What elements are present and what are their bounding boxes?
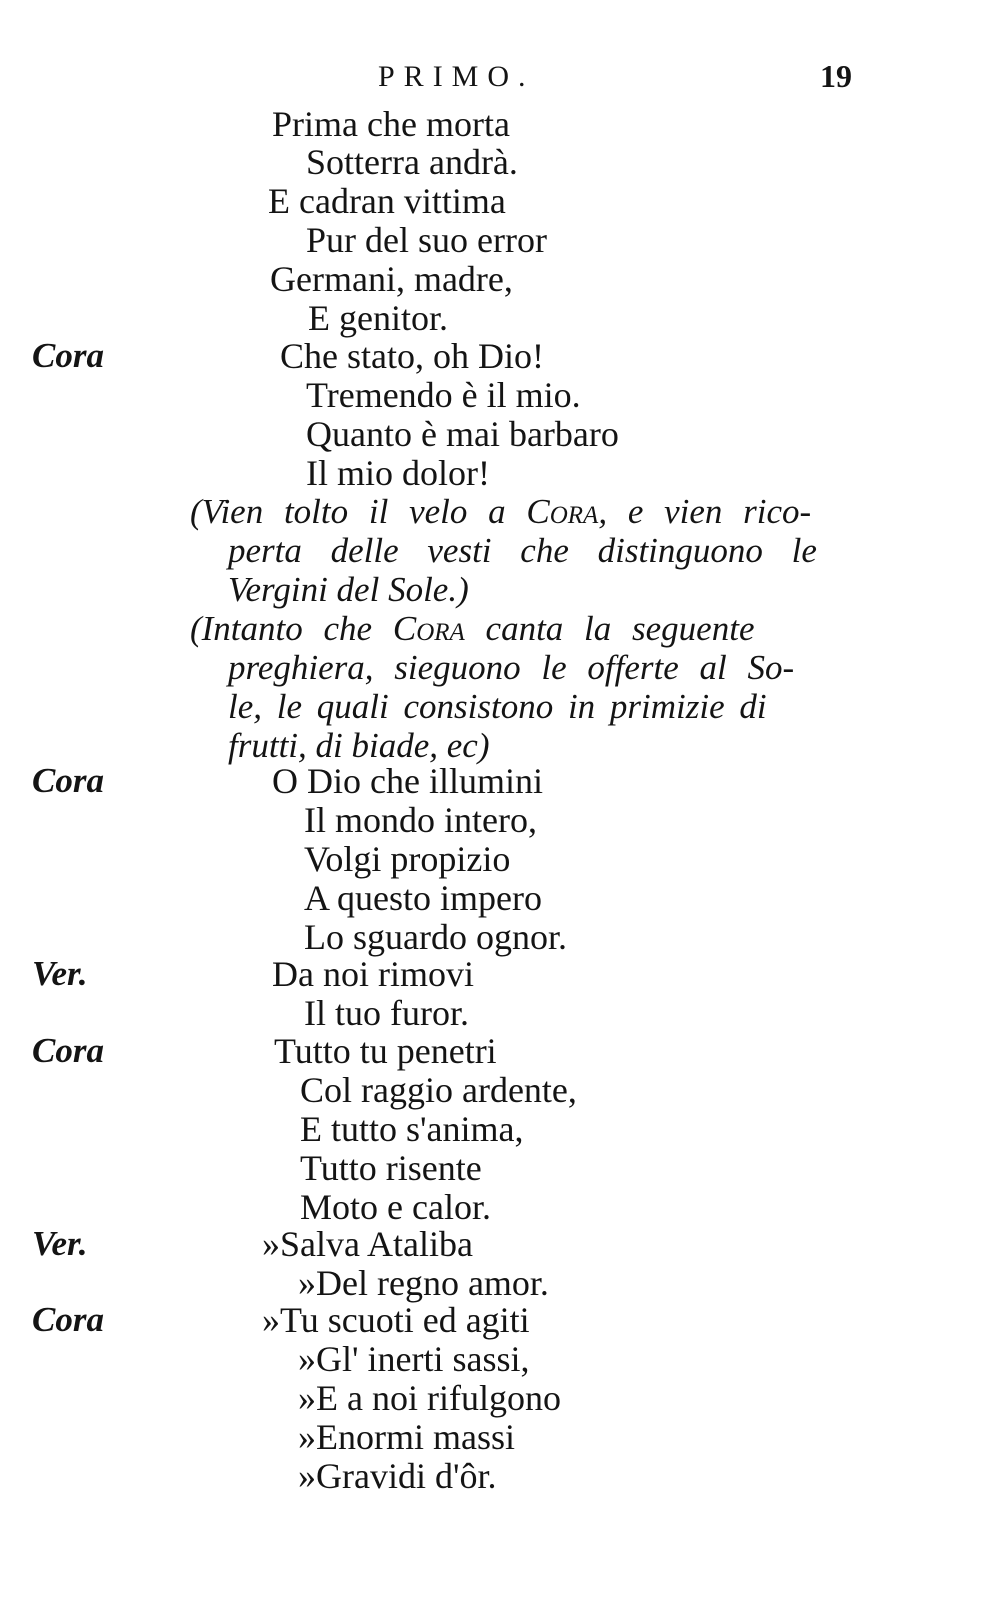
character-name: Cora <box>526 492 599 531</box>
verse-line: Il mondo intero, <box>304 800 537 840</box>
stage-direction-line: frutti, di biade, ec) <box>228 726 490 765</box>
verse-line: »Gl' inerti sassi, <box>298 1339 530 1379</box>
verse-line: E genitor. <box>308 298 448 338</box>
stage-direction-line: preghiera, sieguono le offerte al So- <box>228 648 795 687</box>
verse-line: »E a noi rifulgono <box>298 1378 561 1418</box>
verse-line: Quanto è mai barbaro <box>306 414 619 454</box>
verse-line: »Salva Ataliba <box>262 1224 473 1264</box>
stage-direction-text: Vien tolto il velo a <box>201 492 527 531</box>
verse-line: Moto e calor. <box>300 1187 491 1227</box>
speaker-label: Cora <box>32 1031 104 1070</box>
speaker-label: Ver. <box>32 954 88 993</box>
stage-direction-line: perta delle vesti che distinguono le <box>228 531 817 570</box>
verse-line: Che stato, oh Dio! <box>280 336 544 376</box>
stage-direction-paren: ( <box>190 609 202 648</box>
verse-line: »Del regno amor. <box>298 1263 549 1303</box>
stage-direction-text: , e vien rico- <box>598 492 812 531</box>
verse-line: Col raggio ardente, <box>300 1070 577 1110</box>
verse-line: Lo sguardo ognor. <box>304 917 567 957</box>
stage-direction-line <box>190 494 811 529</box>
verse-line: Tutto tu penetri <box>274 1031 497 1071</box>
verse-line: E cadran vittima <box>268 181 506 221</box>
stage-direction-paren: ( <box>190 492 202 531</box>
stage-direction-text: Intanto che <box>201 609 393 648</box>
stage-direction-text: canta la seguente <box>464 609 755 648</box>
verse-line: »Enormi massi <box>298 1417 515 1457</box>
verse-line: Il tuo furor. <box>304 993 469 1033</box>
page-number: 19 <box>820 58 852 94</box>
verse-line: »Tu scuoti ed agiti <box>262 1300 530 1340</box>
verse-line: »Gravidi d'ôr. <box>298 1456 497 1496</box>
verse-line: Da noi rimovi <box>272 954 474 994</box>
verse-line: O Dio che illumini <box>272 761 543 801</box>
verse-line: Sotterra andrà. <box>306 142 518 182</box>
stage-direction-line: Vergini del Sole.) <box>228 570 469 609</box>
speaker-label: Cora <box>32 336 104 375</box>
verse-line: A questo impero <box>304 878 542 918</box>
verse-line: Volgi propizio <box>304 839 511 879</box>
stage-direction-line <box>190 611 754 646</box>
verse-line: Germani, madre, <box>270 259 513 299</box>
speaker-label: Cora <box>32 1300 104 1339</box>
verse-line: Tremendo è il mio. <box>306 375 581 415</box>
verse-line: E tutto s'anima, <box>300 1109 524 1149</box>
speaker-label: Ver. <box>32 1224 88 1263</box>
stage-direction-line: le, le quali consistono in primizie di <box>228 687 767 726</box>
verse-line: Prima che morta <box>272 104 510 144</box>
running-header: PRIMO. <box>378 60 535 93</box>
character-name: Cora <box>392 609 465 648</box>
verse-line: Tutto risente <box>300 1148 482 1188</box>
speaker-label: Cora <box>32 761 104 800</box>
verse-line: Il mio dolor! <box>306 453 490 493</box>
verse-line: Pur del suo error <box>306 220 547 260</box>
